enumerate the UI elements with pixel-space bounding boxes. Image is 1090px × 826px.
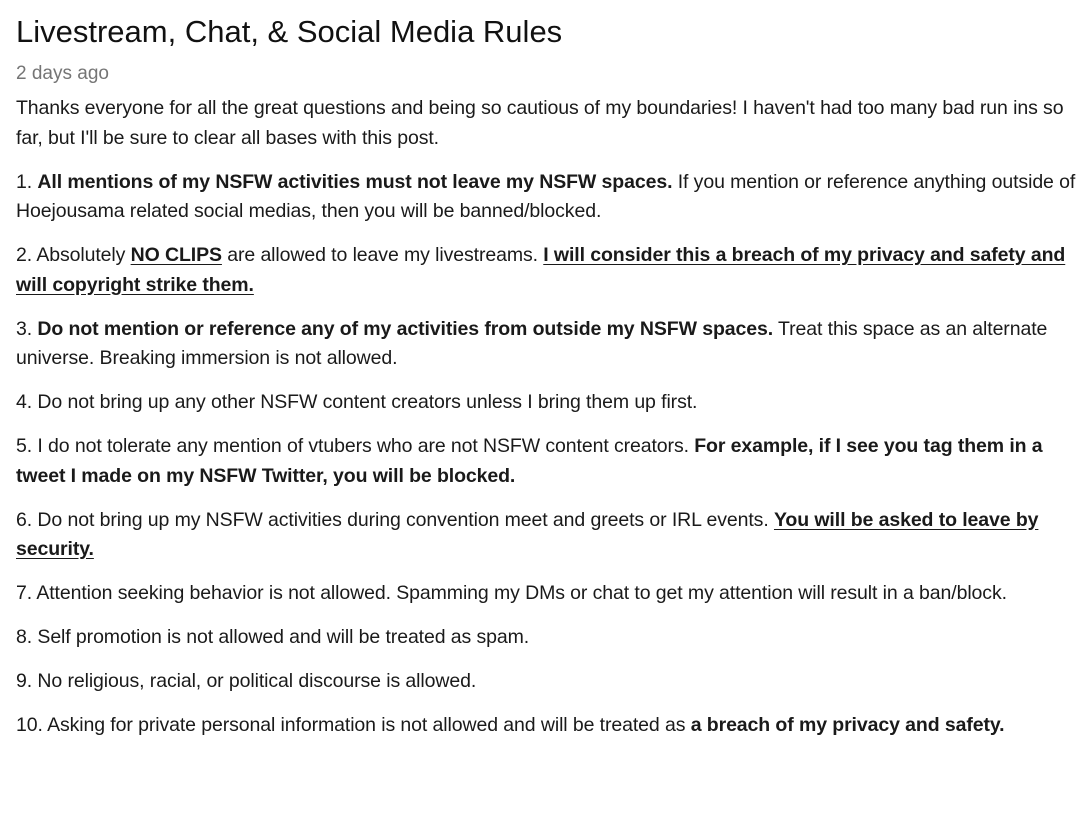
rule-number: 7. bbox=[16, 582, 33, 604]
rule-3 bbox=[16, 315, 1078, 374]
rule-4 bbox=[16, 388, 1078, 418]
rule-6-text: Do not bring up my NSFW activities during convention meet and greets or IRL events. bbox=[37, 508, 774, 531]
rule-8 bbox=[16, 623, 1078, 653]
rule-6 bbox=[16, 506, 1078, 565]
rule-5-bold: For example, if I see you tag them in a tweet I made on my NSFW Twitter, you will be blocked. bbox=[16, 435, 1043, 487]
rule-1 bbox=[16, 168, 1078, 227]
rule-number: 10. bbox=[16, 714, 43, 736]
rule-number: 6. bbox=[16, 508, 33, 531]
rule-5-text: I do not tolerate any mention of vtubers who are not NSFW content creators. bbox=[37, 435, 695, 457]
rule-number: 8. bbox=[16, 626, 33, 648]
rule-3-bold: Do not mention or reference any of my activities from outside my NSFW spaces. bbox=[37, 317, 774, 340]
rule-4-text: Do not bring up any other NSFW content creators unless I bring them up first. bbox=[37, 391, 698, 413]
rule-10-bold: a breach of my privacy and safety. bbox=[690, 714, 1005, 736]
rule-5 bbox=[16, 432, 1078, 491]
rule-number: 4. bbox=[16, 391, 33, 413]
rule-2-emphasis: I will consider this a breach of my privacy and safety and will copyright strike them. bbox=[16, 244, 1066, 296]
rule-number: 1. bbox=[16, 170, 33, 193]
rule-2 bbox=[16, 241, 1078, 300]
post-body bbox=[16, 94, 1078, 741]
rule-3-text: Treat this space as an alternate universe. Breaking immersion is not allowed. bbox=[16, 317, 1048, 369]
post-timestamp: 2 days ago bbox=[16, 63, 109, 84]
rule-7-text: Attention seeking behavior is not allowed. Spamming my DMs or chat to get my attention will result in a ban/block. bbox=[36, 582, 1007, 604]
intro-paragraph: Thanks everyone for all the great questions and being so cautious of my boundaries! I haven't had too many bad run ins so far, but I'll be sure to clear all bases with this post. bbox=[16, 97, 1064, 149]
rule-8-text: Self promotion is not allowed and will be treated as spam. bbox=[37, 626, 530, 648]
rule-number: 9. bbox=[16, 670, 33, 692]
rule-number: 3. bbox=[16, 317, 33, 340]
rule-10-text: Asking for private personal information is not allowed and will be treated as bbox=[47, 714, 691, 736]
rule-6-emphasis: You will be asked to leave by security. bbox=[16, 508, 1039, 560]
rule-9 bbox=[16, 667, 1078, 697]
post-title: Livestream, Chat, & Social Media Rules bbox=[16, 14, 563, 49]
rule-1-bold: All mentions of my NSFW activities must not leave my NSFW spaces. bbox=[37, 170, 673, 193]
rule-10 bbox=[16, 711, 1078, 741]
rule-2-text-b: are allowed to leave my livestreams. bbox=[221, 244, 544, 266]
rule-9-text: No religious, racial, or political discourse is allowed. bbox=[37, 670, 477, 692]
rule-2-text-a: Absolutely bbox=[36, 244, 131, 266]
rule-2-no-clips: NO CLIPS bbox=[130, 244, 222, 266]
rule-number: 2. bbox=[16, 244, 33, 266]
rule-1-text: If you mention or reference anything outside of Hoejousama related social medias, then you will be banned/blocked. bbox=[16, 170, 1076, 222]
rule-number: 5. bbox=[16, 435, 33, 457]
rule-7 bbox=[16, 579, 1078, 609]
